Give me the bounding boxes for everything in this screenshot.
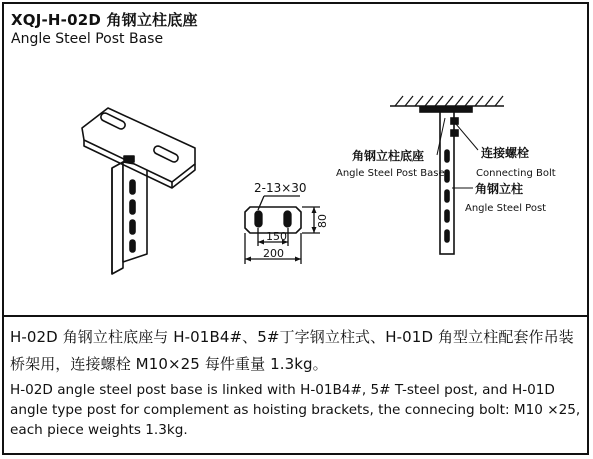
- dim-height-label: 80: [316, 214, 329, 228]
- isometric-base-illustration: [82, 108, 195, 274]
- callout-bolt-cn: 连接螺栓: [481, 146, 530, 160]
- slot-spec-label: 2-13×30: [254, 181, 307, 195]
- description-cn: H-02D 角钢立柱底座与 H-01B4#、5#丁字钢立柱式、H-01D 角型立柱配套作吊装桥架用，连接螺栓 M10×25 每件重量 1.3kg。: [10, 328, 574, 373]
- callout-post-cn: 角钢立柱: [475, 182, 524, 196]
- product-title-cn: XQJ-H-02D 角钢立柱底座: [11, 11, 198, 29]
- product-title-en: Angle Steel Post Base: [11, 31, 164, 47]
- description-en: H-02D angle steel post base is linked with H-01B4#, 5# T-steel post, and H-01D angle type post for complement as hoisting brackets, the connecing bolt: M10 ×25, each piece weights 1.3kg.: [10, 382, 581, 438]
- callout-post-en: Angle Steel Post: [465, 203, 547, 214]
- callout-base-en: Angle Steel Post Base: [336, 168, 445, 179]
- callout-base-cn: 角钢立柱底座: [352, 149, 425, 163]
- section-divider: [2, 315, 589, 317]
- dim-inner-label: 150: [266, 230, 287, 243]
- dim-overall-label: 200: [263, 247, 284, 260]
- callout-bolt-en: Connecting Bolt: [476, 168, 556, 179]
